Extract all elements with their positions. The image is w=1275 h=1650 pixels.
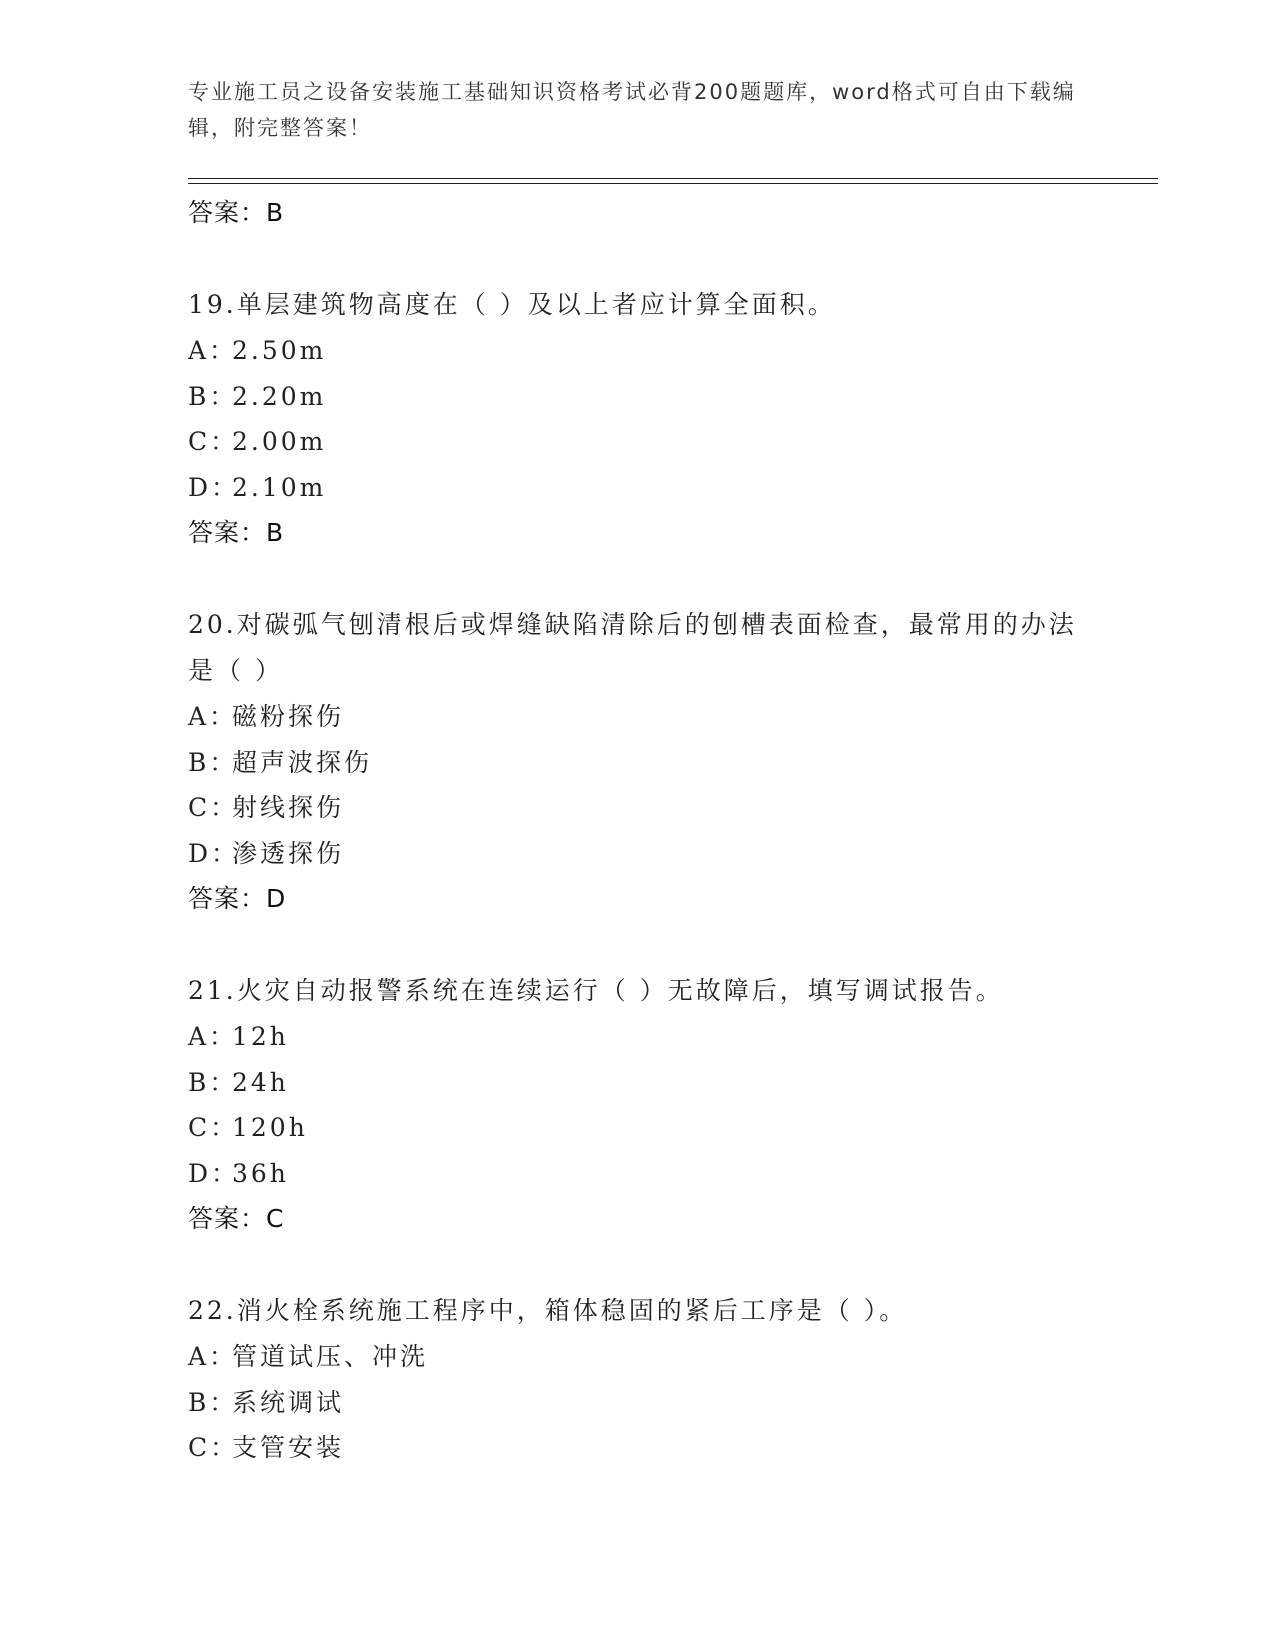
option-row	[188, 1014, 1088, 1060]
question-stem: 21.火灾自动报警系统在连续运行（ ）无故障后，填写调试报告。	[188, 976, 1004, 1005]
option-key: C：	[188, 1433, 239, 1462]
option-key: C：	[188, 793, 239, 822]
option-row	[188, 1425, 1088, 1471]
answer-line: 答案：C	[188, 1204, 285, 1233]
option-text: 渗透探伤	[232, 838, 345, 868]
question-block	[188, 1288, 1088, 1471]
option-key: A：	[188, 1022, 238, 1051]
option-key: A：	[188, 702, 238, 731]
option-text: 超声波探伤	[232, 747, 373, 777]
answer-line: 答案：D	[188, 884, 287, 913]
option-key: D：	[188, 1158, 240, 1188]
option-row	[188, 740, 1088, 786]
option-key: B：	[188, 1387, 238, 1417]
option-key: B：	[188, 381, 238, 411]
question-stem: 19.单层建筑物高度在（ ）及以上者应计算全面积。	[188, 290, 836, 319]
option-text: 系统调试	[232, 1387, 345, 1417]
option-key: B：	[188, 1067, 238, 1097]
document-header: 专业施工员之设备安装施工基础知识资格考试必背200题题库，word格式可自由下载编辑，附完整答案！	[188, 80, 1076, 140]
option-row	[188, 785, 1088, 831]
option-text: 2.10m	[232, 472, 327, 502]
option-key: C：	[188, 1113, 239, 1142]
question-block	[188, 602, 1088, 922]
option-row	[188, 328, 1088, 374]
question-block	[188, 968, 1088, 1242]
option-row	[188, 1380, 1088, 1426]
option-text: 36h	[232, 1158, 289, 1188]
option-key: A：	[188, 336, 238, 365]
option-key: C：	[188, 427, 239, 456]
question-list	[188, 190, 1088, 1471]
header-rule-bottom	[188, 183, 1158, 184]
option-row	[188, 374, 1088, 420]
option-row	[188, 694, 1088, 740]
option-row	[188, 1151, 1088, 1197]
option-text: 120h	[232, 1113, 308, 1142]
answer-line: 答案：B	[188, 518, 285, 547]
answer-line: 答案：B	[188, 198, 285, 227]
option-row	[188, 465, 1088, 511]
option-text: 射线探伤	[232, 793, 345, 822]
option-text: 24h	[232, 1067, 289, 1097]
option-text: 2.00m	[232, 427, 327, 456]
option-key: B：	[188, 747, 238, 777]
question-block	[188, 282, 1088, 556]
option-text: 磁粉探伤	[232, 702, 345, 731]
question-stem: 22.消火栓系统施工程序中，箱体稳固的紧后工序是（ ）。	[188, 1296, 908, 1325]
option-row	[188, 419, 1088, 465]
option-text: 支管安装	[232, 1433, 345, 1462]
header-rule-top	[188, 178, 1158, 179]
option-row	[188, 831, 1088, 877]
option-row	[188, 1105, 1088, 1151]
option-key: D：	[188, 472, 240, 502]
option-text: 2.20m	[232, 381, 327, 411]
option-text: 管道试压、冲洗	[232, 1342, 429, 1371]
option-row	[188, 1060, 1088, 1106]
option-text: 12h	[232, 1022, 289, 1051]
option-row	[188, 1334, 1088, 1380]
option-key: A：	[188, 1342, 238, 1371]
option-key: D：	[188, 838, 240, 868]
option-text: 2.50m	[232, 336, 327, 365]
question-stem: 20.对碳弧气刨清根后或焊缝缺陷清除后的刨槽表面检查，最常用的办法是（ ）	[188, 610, 1077, 685]
